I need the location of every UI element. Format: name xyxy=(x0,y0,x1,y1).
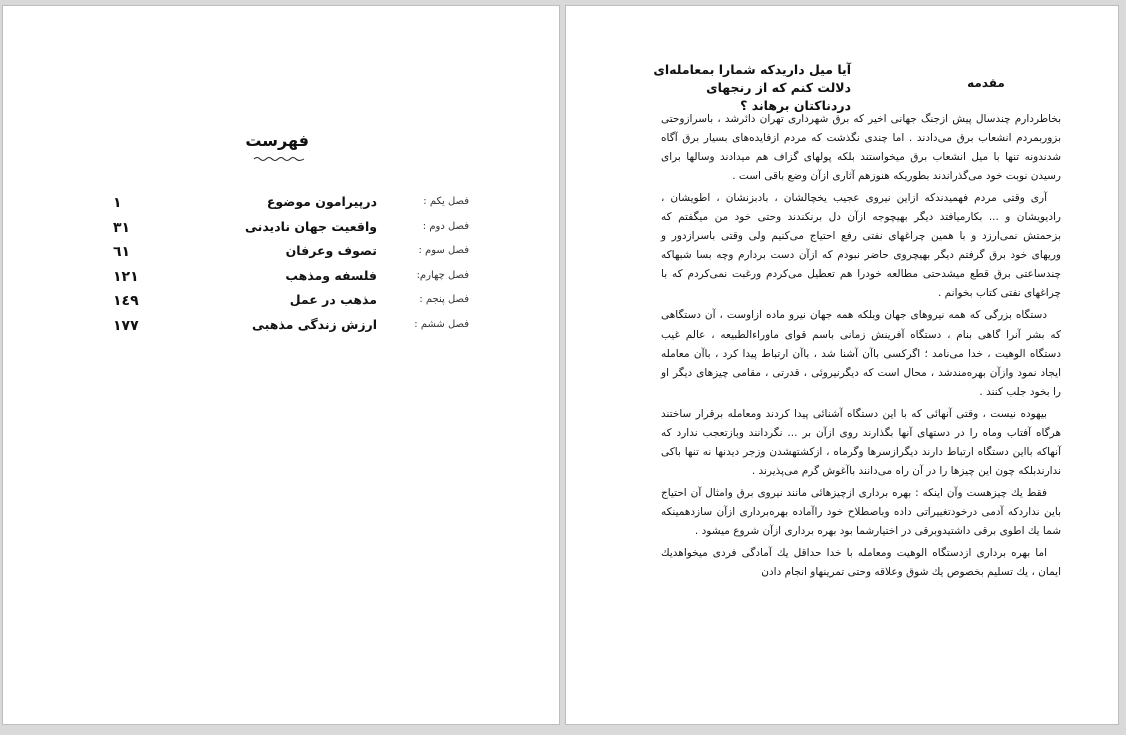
toc-entry[interactable] xyxy=(3,192,560,217)
page-heading: آیا میل داریدکه شمارا بمعامله‌ای دلالت کنم که از رنجهای دردناکتان برهاند ؟ xyxy=(653,62,851,113)
toc-page xyxy=(2,5,560,725)
toc-topic: فلسفه ومذهب xyxy=(285,267,377,283)
toc-chapter-label: فصل پنجم : xyxy=(419,294,469,305)
section-tag: مقدمه xyxy=(967,76,1005,90)
toc-page-number: ١٧٧ xyxy=(113,317,139,334)
toc-entry[interactable] xyxy=(3,241,560,266)
toc-page-number: ٣١ xyxy=(113,219,131,236)
toc-page-number: ٦١ xyxy=(113,244,131,260)
paragraph: دستگاه بزرگی که همه نیروهای جهان وبلکه همه جهان نیرو ماده ازاوست ، آن دستگاهی که بشر آنرا گاهی بنام ، دستگاه آفرینش زمانی باسم قوای ماوراءالطبیعه ، عالم غیب دستگاه الوهیت ، خدا می‌نامد ؛ اگرکسی باآن آشنا شد ، باآن ارتباط پیدا کرد ، باآن معامله ایجاد نمود وازآن بهره‌مندشد ، محال است که دیگرنیروئی ، قدرتی ، مقامی چیزهای دیگر او را بخود جلب کنند . xyxy=(661,309,1061,398)
toc-chapter-label: فصل ششم : xyxy=(414,318,469,330)
toc-entry[interactable] xyxy=(3,290,560,315)
toc-entry[interactable] xyxy=(3,266,560,291)
toc-topic: درپیرامون موضوع xyxy=(266,194,377,209)
toc-title-underline xyxy=(253,156,305,162)
toc-page-number: ١ xyxy=(113,195,122,211)
body-text xyxy=(661,110,1061,585)
paragraph: بیهوده نیست ، وقتی آنهائی که با این دستگاه آشنائی پیدا کردند ومعامله برقرار ساختند هرگاه آفتاب وماه را در دستهای آنها بگذارند روی ازآن بر ... نگردانند وبازتعجب ندارد که آنهاکه بااین دستگاه ارتباط دارند دیگرازسرها وگرماه ، ازکشتهشدن وزجر دیدنها نه تنها باکی ندارندبلکه چون این چیزها را در آن راه می‌دانند باآغوش گرم می‌پذیرند . xyxy=(661,407,1061,477)
toc-topic: واقعیت جهان نادیدنی xyxy=(244,218,377,234)
toc-list xyxy=(3,192,560,339)
introduction-page xyxy=(565,5,1119,725)
toc-entry[interactable] xyxy=(3,217,560,242)
toc-topic: تصوف وعرفان xyxy=(285,243,377,258)
toc-chapter-label: فصل چهارم: xyxy=(416,269,469,281)
toc-topic: ارزش زندگی مذهبی xyxy=(251,316,377,332)
paragraph: آری وقتی مردم فهمیدندکه ازاین نیروی عجیب یخچالشان ، بادبزنشان ، اطویشان ، رادیویشان و ... بکارمیافتد دیگر بهیچوجه ازآن دل برنکندند وحتی خود من میگفتم که بزحمتش نمی‌ارزد و با همین چراغهای نفتی رفع احتیاج می‌کنیم ولی وقتی باسرازدور و وریهای خود برق گرفتم دیگر بهیچروی حاضر نبودم که ازآن دست بردارم وچه بسا شبهاکه چندساعتی برق قطع میشدحتی مطالعه خودرا هم تعطیل می‌کردم ورغبت نمی‌کردم که با چراغهای نفتی کتاب بخوانم . xyxy=(661,192,1061,300)
toc-chapter-label: فصل یکم : xyxy=(423,196,469,207)
toc-page-number: ١٢١ xyxy=(113,268,139,285)
toc-chapter-label: فصل سوم : xyxy=(418,245,469,256)
toc-entry[interactable] xyxy=(3,315,560,340)
paragraph: فقط یك چیزهست وآن اینکه : بهره برداری ازچیزهائی مانند نیروی برق وامثال آن احتیاج باین نداردکه آدمی درخودتغییراتی داده وباصطلاح خود راآماده بهره‌برداری ازآن سازدهمینکه شما یك اطوی برقی داشتیدوبرقی در اختیارشما بود بهره برداری ازآن شروع میشود . xyxy=(661,486,1061,537)
paragraph: اما بهره برداری ازدستگاه الوهیت ومعامله با خدا حداقل یك آمادگی فردی میخواهدیك ایمان ، یك تسلیم بخصوص یك شوق وعلاقه وحتی تمرینهاو انجام دادن xyxy=(661,547,1061,579)
toc-title: فهرست xyxy=(245,131,309,150)
toc-chapter-label: فصل دوم : xyxy=(422,220,469,232)
toc-topic: مذهب در عمل xyxy=(289,292,377,307)
paragraph: بخاطردارم چندسال پیش ازجنگ جهانی اخیر که برق شهرداری تهران دائرشد ، باسرازوحتی بزوربمردم انشعاب برق می‌دادند . اما چندی نگذشت که مردم ازفایده‌های بسیار برق آگاه شدندونه تنها با میل انشعاب برق میخواستند بلکه پولهای گزاف هم میدادند وسالها برای رسیدن نوبت خود می‌گذراندند بطوریکه هنوزهم آثاری ازآن وضع باقی است . xyxy=(661,113,1061,183)
toc-page-number: ١٤٩ xyxy=(113,293,139,309)
